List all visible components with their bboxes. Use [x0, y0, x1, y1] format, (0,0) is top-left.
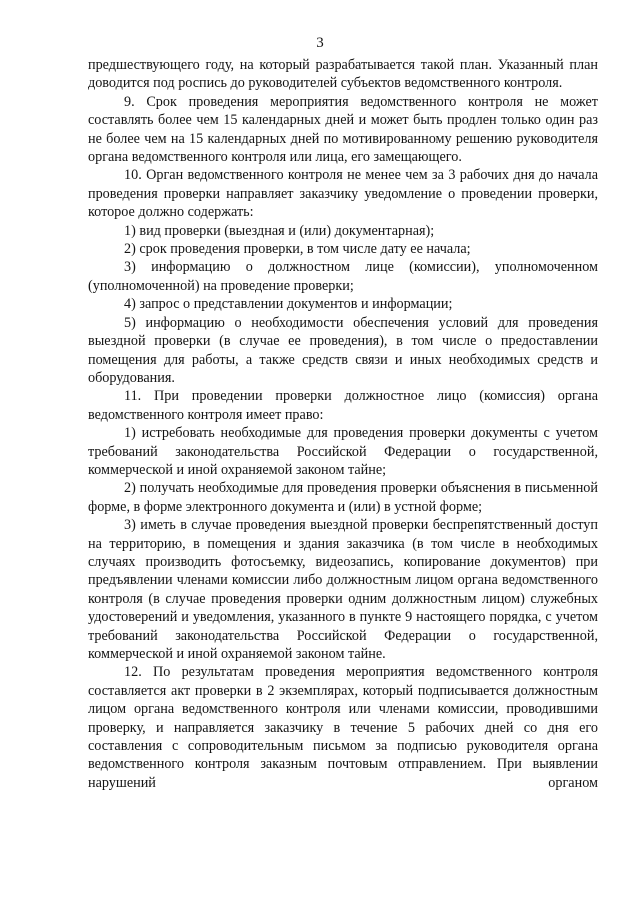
- list-item-10-2: 2) срок проведения проверки, в том числе дату ее начала;: [124, 241, 471, 258]
- paragraph-continuation: предшествующего году, на который разрабатывается такой план. Указанный план доводится под роспись до руководителей субъектов ведомственного контроля.: [88, 57, 598, 92]
- paragraph-clause-10: 10. Орган ведомственного контроля не менее чем за 3 рабочих дня до начала проведения проверки направляет заказчику уведомление о проведении проверки, которое должно содержать:: [88, 167, 598, 221]
- list-item-11-1: 1) истребовать необходимые для проведения проверки документы с учетом требований законодательства Российской Федерации о государственной, коммерческой и иной охраняемой законом тайне;: [88, 425, 598, 478]
- list-item-10-5: 5) информацию о необходимости обеспечения условий для проведения выездной проверки (в случае ее проведения), в том числе о предоставлении помещения для работы, а также средств связи и иных необходимых средств и оборудования.: [88, 314, 598, 386]
- paragraph-clause-9: 9. Срок проведения мероприятия ведомственного контроля не может составлять более чем 15 календарных дней и может быть продлен только один раз не более чем на 15 календарных дней по мотивированному решению руководителя органа ведомственного контроля или лица, его замещающего.: [88, 93, 598, 166]
- page-number: 3: [316, 35, 324, 51]
- list-item-10-3: 3) информацию о должностном лице (комиссии), уполномоченном (уполномоченной) на проведение проверки;: [88, 259, 598, 294]
- list-item-11-2: 2) получать необходимые для проведения проверки объяснения в письменной форме, в форме электронного документа и (или) в устной форме;: [88, 480, 598, 515]
- list-item-10-1: 1) вид проверки (выездная и (или) документарная);: [124, 222, 435, 239]
- list-item-10-4: 4) запрос о представлении документов и информации;: [124, 296, 453, 313]
- paragraph-clause-11: 11. При проведении проверки должностное лицо (комиссия) органа ведомственного контроля имеет право:: [88, 388, 598, 423]
- document-body: [88, 56, 598, 792]
- paragraph-clause-12: 12. По результатам проведения мероприятия ведомственного контроля составляется акт проверки в 2 экземплярах, который подписывается должностным лицом органа ведомственного контроля или членами комиссии, проводившими проверку, и направляется заказчику в течение 5 рабочих дней со дня его составления с сопроводительным письмом за подписью руководителя органа ведомственного контроля заказным почтовым отправлением. При выявлении нарушений органом: [88, 664, 598, 791]
- list-item-11-3: 3) иметь в случае проведения выездной проверки беспрепятственный доступ на территорию, в помещения и здания заказчика (в том числе в необходимых случаях производить фотосъемку, видеозапись, копирование документов) при предъявлении членами комиссии либо должностным лицом органа ведомственного контроля (в случае проведения проверки одним должностным лицом) служебных удостоверений и уведомления, указанного в пункте 9 настоящего порядка, с учетом требований законодательства Российской Федерации о государственной, коммерческой и иной охраняемой законом тайне.: [88, 517, 598, 662]
